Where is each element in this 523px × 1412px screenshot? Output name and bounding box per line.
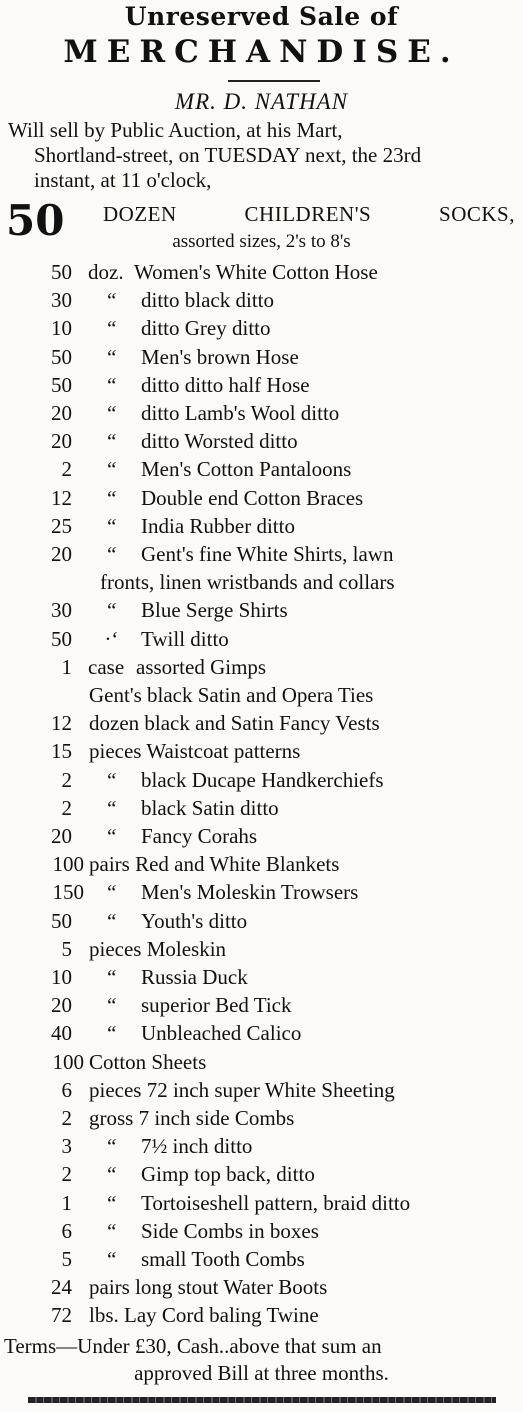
- item-quantity: 1: [61, 1191, 72, 1215]
- item-description: gross 7 inch side Combs: [89, 1106, 295, 1130]
- item-quantity: 2: [61, 1162, 72, 1186]
- list-item: [0, 850, 523, 878]
- item-quantity: 5: [61, 1247, 72, 1271]
- item-quantity: 25: [51, 514, 72, 538]
- item-quantity: 12: [51, 486, 72, 510]
- item-description: Tortoiseshell pattern, braid ditto: [141, 1191, 411, 1215]
- item-quantity: 20: [51, 401, 72, 425]
- item-quantity: 2: [61, 1106, 72, 1130]
- item-description: ditto Worsted ditto: [141, 429, 298, 453]
- ditto-mark: “: [105, 373, 117, 397]
- list-item: [0, 935, 523, 963]
- item-description: ditto Grey ditto: [141, 316, 271, 340]
- item-quantity: 50: [51, 909, 72, 933]
- list-item: [0, 455, 523, 483]
- ditto-mark: “: [105, 457, 117, 481]
- item-quantity: 15: [51, 739, 72, 763]
- list-item: [0, 653, 523, 681]
- ditto-mark: “: [105, 880, 117, 904]
- item-description: assorted Gimps: [136, 655, 267, 679]
- item-continuation: fronts, linen wristbands and collars: [100, 570, 395, 594]
- item-quantity: 24: [51, 1275, 72, 1299]
- list-item: [0, 286, 523, 314]
- terms-line-2: approved Bill at three months.: [134, 1361, 389, 1385]
- list-item: [0, 737, 523, 765]
- item-description: pieces Waistcoat patterns: [89, 739, 301, 763]
- item-description: Cotton Sheets: [89, 1050, 207, 1074]
- item-description: Youth's ditto: [141, 909, 248, 933]
- item-description: Blue Serge Shirts: [141, 598, 288, 622]
- list-item: [0, 258, 523, 286]
- lead-detail: assorted sizes, 2's to 8's: [172, 231, 351, 252]
- item-description: ditto Lamb's Wool ditto: [141, 401, 340, 425]
- item-description: pairs long stout Water Boots: [89, 1275, 328, 1299]
- item-description: black Ducape Handkerchiefs: [141, 768, 384, 792]
- ditto-mark: “: [105, 1219, 117, 1243]
- item-quantity: 100: [52, 852, 84, 876]
- item-quantity: 50: [51, 260, 72, 284]
- item-unit: doz.: [88, 260, 124, 284]
- item-quantity: 3: [61, 1134, 72, 1158]
- list-item: [0, 709, 523, 737]
- item-quantity: 72: [51, 1303, 72, 1327]
- item-quantity: 20: [51, 542, 72, 566]
- item-description: Side Combs in boxes: [141, 1219, 319, 1243]
- ditto-mark: “: [105, 1162, 117, 1186]
- ditto-mark: “: [105, 1134, 117, 1158]
- title-line-2: MERCHANDISE.: [63, 34, 460, 70]
- item-description: Women's White Cotton Hose: [134, 260, 378, 284]
- list-item: [0, 1048, 523, 1076]
- ditto-mark: “: [105, 824, 117, 848]
- item-quantity: 10: [51, 965, 72, 989]
- list-item: [0, 963, 523, 991]
- item-description: Men's Cotton Pantaloons: [141, 457, 352, 481]
- ditto-mark: “: [105, 486, 117, 510]
- item-description: Unbleached Calico: [141, 1021, 302, 1045]
- terms-line-1: Terms—Under £30, Cash..above that sum an: [4, 1334, 382, 1358]
- list-item: [0, 1104, 523, 1132]
- list-item: [0, 1273, 523, 1301]
- item-description: Fancy Corahs: [141, 824, 258, 848]
- list-item: [0, 1189, 523, 1217]
- item-description: Men's brown Hose: [141, 345, 299, 369]
- intro-line-3: instant, at 11 o'clock,: [34, 168, 212, 192]
- ditto-mark: “: [105, 316, 117, 340]
- list-item: [0, 343, 523, 371]
- list-item: [0, 1160, 523, 1188]
- item-quantity: 6: [61, 1219, 72, 1243]
- item-description: small Tooth Combs: [141, 1247, 305, 1271]
- item-quantity: 2: [61, 796, 72, 820]
- ditto-mark: “: [105, 288, 117, 312]
- list-item: [0, 1301, 523, 1329]
- item-quantity: 12: [51, 711, 72, 735]
- ditto-mark: “: [105, 542, 117, 566]
- item-description: superior Bed Tick: [141, 993, 292, 1017]
- ditto-mark: “: [105, 401, 117, 425]
- item-quantity: 50: [51, 345, 72, 369]
- item-description: Gimp top back, ditto: [141, 1162, 315, 1186]
- list-item: [0, 427, 523, 455]
- list-item: [0, 1245, 523, 1273]
- item-quantity: 30: [51, 598, 72, 622]
- item-quantity: 100: [52, 1050, 84, 1074]
- item-description: Men's Moleskin Trowsers: [141, 880, 359, 904]
- item-description: Gent's fine White Shirts, lawn: [141, 542, 394, 566]
- item-description: 7½ inch ditto: [141, 1134, 253, 1158]
- ditto-mark: “: [105, 1247, 117, 1271]
- title-line-1: Unreserved Sale of: [124, 2, 399, 31]
- auctioneer-name: MR. D. NATHAN: [174, 89, 349, 114]
- list-item: [0, 540, 523, 568]
- ditto-mark: “: [105, 514, 117, 538]
- list-item: [0, 625, 523, 653]
- list-item: [0, 1132, 523, 1160]
- title-rule: [228, 80, 320, 82]
- ditto-mark: “: [105, 965, 117, 989]
- ditto-mark: “: [105, 909, 117, 933]
- item-description: Double end Cotton Braces: [141, 486, 364, 510]
- list-item: [0, 1076, 523, 1104]
- list-item: [0, 399, 523, 427]
- list-item: [0, 314, 523, 342]
- bottom-rule: [28, 1397, 496, 1403]
- ditto-mark: “: [105, 345, 117, 369]
- ditto-mark: “: [105, 768, 117, 792]
- item-quantity: 40: [51, 1021, 72, 1045]
- item-quantity: 10: [51, 316, 72, 340]
- item-description: dozen black and Satin Fancy Vests: [89, 711, 380, 735]
- ditto-mark: “: [105, 429, 117, 453]
- item-quantity: 50: [51, 627, 72, 651]
- list-item: [0, 794, 523, 822]
- ditto-mark: “: [105, 796, 117, 820]
- item-description: India Rubber ditto: [141, 514, 295, 538]
- list-item: [0, 512, 523, 540]
- ditto-mark: “: [105, 1021, 117, 1045]
- item-description: ditto black ditto: [141, 288, 274, 312]
- item-quantity: 6: [61, 1078, 72, 1102]
- list-item: [0, 1019, 523, 1047]
- item-quantity: 20: [51, 824, 72, 848]
- list-item: [0, 371, 523, 399]
- item-unit: case: [88, 655, 125, 679]
- ditto-mark: ·‘: [105, 627, 118, 651]
- item-description: pieces 72 inch super White Sheeting: [89, 1078, 395, 1102]
- ditto-mark: “: [105, 1191, 117, 1215]
- item-quantity: 1: [61, 655, 72, 679]
- list-item: [0, 766, 523, 794]
- item-description: ditto ditto half Hose: [141, 373, 310, 397]
- item-quantity: 50: [51, 373, 72, 397]
- list-item: [0, 991, 523, 1019]
- list-item: [0, 878, 523, 906]
- item-description: lbs. Lay Cord baling Twine: [89, 1303, 319, 1327]
- list-item: [0, 822, 523, 850]
- item-description: pieces Moleskin: [89, 937, 227, 961]
- lead-description: DOZEN CHILDREN'S SOCKS,: [103, 202, 515, 226]
- item-quantity: 150: [52, 880, 84, 904]
- item-description: Twill ditto: [141, 627, 229, 651]
- item-quantity: 30: [51, 288, 72, 312]
- list-item: [0, 907, 523, 935]
- list-item: [0, 1217, 523, 1245]
- item-quantity: 20: [51, 993, 72, 1017]
- list-item: [0, 596, 523, 624]
- intro-line-1: Will sell by Public Auction, at his Mart,: [8, 118, 343, 142]
- item-quantity: 20: [51, 429, 72, 453]
- list-item: [0, 681, 523, 709]
- item-description: black Satin ditto: [141, 796, 279, 820]
- item-quantity: 2: [61, 457, 72, 481]
- item-quantity: 5: [61, 937, 72, 961]
- ditto-mark: “: [105, 993, 117, 1017]
- lead-quantity: 50: [6, 196, 65, 245]
- item-description: Gent's black Satin and Opera Ties: [89, 683, 374, 707]
- ditto-mark: “: [105, 598, 117, 622]
- item-quantity: 2: [61, 768, 72, 792]
- intro-line-2: Shortland-street, on TUESDAY next, the 23rd: [34, 143, 422, 167]
- list-item: [0, 484, 523, 512]
- item-description: Russia Duck: [141, 965, 248, 989]
- item-description: pairs Red and White Blankets: [89, 852, 340, 876]
